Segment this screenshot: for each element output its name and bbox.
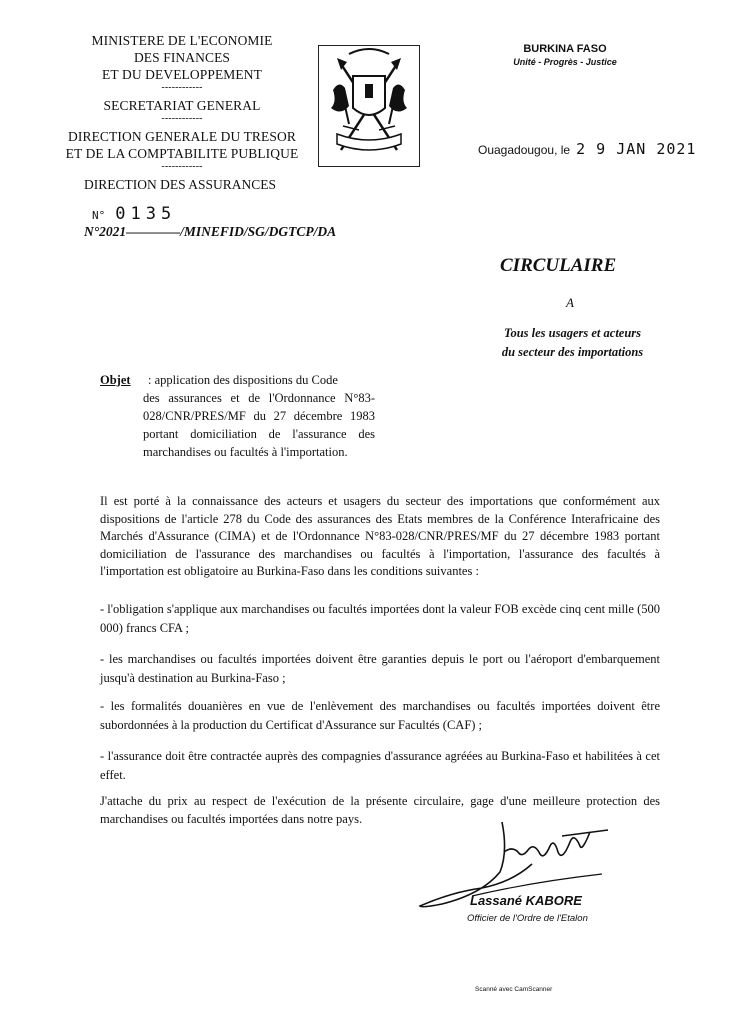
- condition-item: - les marchandises ou facultés importées doivent être garanties depuis le port ou l'aéroport d'embarquement jusqu'à destination au Burkina-Faso ;: [100, 652, 660, 685]
- condition-item: - l'obligation s'applique aux marchandises ou facultés importées dont la valeur FOB excède cinq cent mille (500 000) francs CFA ;: [100, 602, 660, 635]
- separator: ------------: [161, 82, 203, 93]
- ministry-line-3: ET DU DEVELOPPEMENT: [102, 67, 262, 82]
- signatory-title: Officier de l'Ordre de l'Etalon: [467, 913, 588, 924]
- recipients-line-1: Tous les usagers et acteurs: [503, 326, 642, 340]
- subject-text: [143, 373, 375, 461]
- addressee-prefix: A: [566, 295, 574, 310]
- number-value: 0135: [115, 204, 177, 224]
- ministry-line-2: DES FINANCES: [133, 50, 231, 65]
- subject-label: Objet: [100, 373, 131, 387]
- signatory-name: Lassané KABORE: [470, 893, 582, 908]
- reference-line: N°2021————/MINEFID/SG/DGTCP/DA: [84, 224, 337, 239]
- date-stamp: 2 9 JAN 2021: [576, 140, 697, 158]
- document-title: CIRCULAIRE: [500, 255, 617, 276]
- place: Ouagadougou, le: [478, 143, 571, 157]
- subject-rest: des assurances et de l'Ordonnance N°83-028/CNR/PRES/MF du 27 décembre 1983 portant domiciliation de l'assurance des marchandises ou facultés à l'importation.: [143, 391, 375, 459]
- directorate-line-2: ET DE LA COMPTABILITE PUBLIQUE: [65, 146, 299, 161]
- state-header: [500, 42, 630, 68]
- recipients-line-2: du secteur des importations: [501, 345, 644, 359]
- separator: ------------: [161, 161, 203, 172]
- recipients: [470, 324, 675, 362]
- service-name: DIRECTION DES ASSURANCES: [84, 177, 277, 192]
- circular-number: [92, 204, 176, 224]
- ministry-line-1: MINISTERE DE L'ECONOMIE: [91, 33, 273, 48]
- national-motto: Unité - Progrès - Justice: [513, 57, 617, 67]
- condition-item: - l'assurance doit être contractée auprès des compagnies d'assurance agréées au Burkina-Faso et habilitées à cet effet.: [100, 749, 660, 782]
- secretariat-line: SECRETARIAT GENERAL: [103, 98, 261, 113]
- country-name: BURKINA FASO: [523, 43, 607, 55]
- coat-of-arms-icon: [318, 45, 420, 167]
- condition-item: - les formalités douanières en vue de l'enlèvement des marchandises ou facultés importées doivent être subordonnées à la production du Certificat d'Assurance sur Facultés (CAF) ;: [100, 699, 660, 732]
- scanner-watermark: Scanné avec CamScanner: [475, 986, 553, 993]
- closing-paragraph: J'attache du prix au respect de l'exécution de la présente circulaire, gage d'une meilleure protection des marchandises ou facultés importées dans notre pays.: [100, 794, 660, 826]
- subject-label-block: [100, 371, 131, 389]
- place-date: [478, 140, 696, 158]
- directorate-line-1: DIRECTION GENERALE DU TRESOR: [68, 129, 296, 144]
- issuer-header: [62, 32, 302, 171]
- number-prefix: N°: [92, 209, 106, 222]
- subject-first-line: : application des dispositions du Code: [148, 373, 338, 387]
- intro-paragraph: Il est porté à la connaissance des acteurs et usagers du secteur des importations que conformément aux dispositions de l'article 278 du Code des assurances des Etats membres de la Conférence Interafricaine des Marchés d'Assurance (CIMA) et de l'Ordonnance N°83-028/CNR/PRES/MF du 27 décembre 1983 portant domiciliation de l'assurance des marchandises ou facultés à l'importation, l'assurance des facultés à l'importation est obligatoire au Burkina-Faso dans les conditions suivantes :: [100, 494, 660, 578]
- separator: ------------: [161, 113, 203, 124]
